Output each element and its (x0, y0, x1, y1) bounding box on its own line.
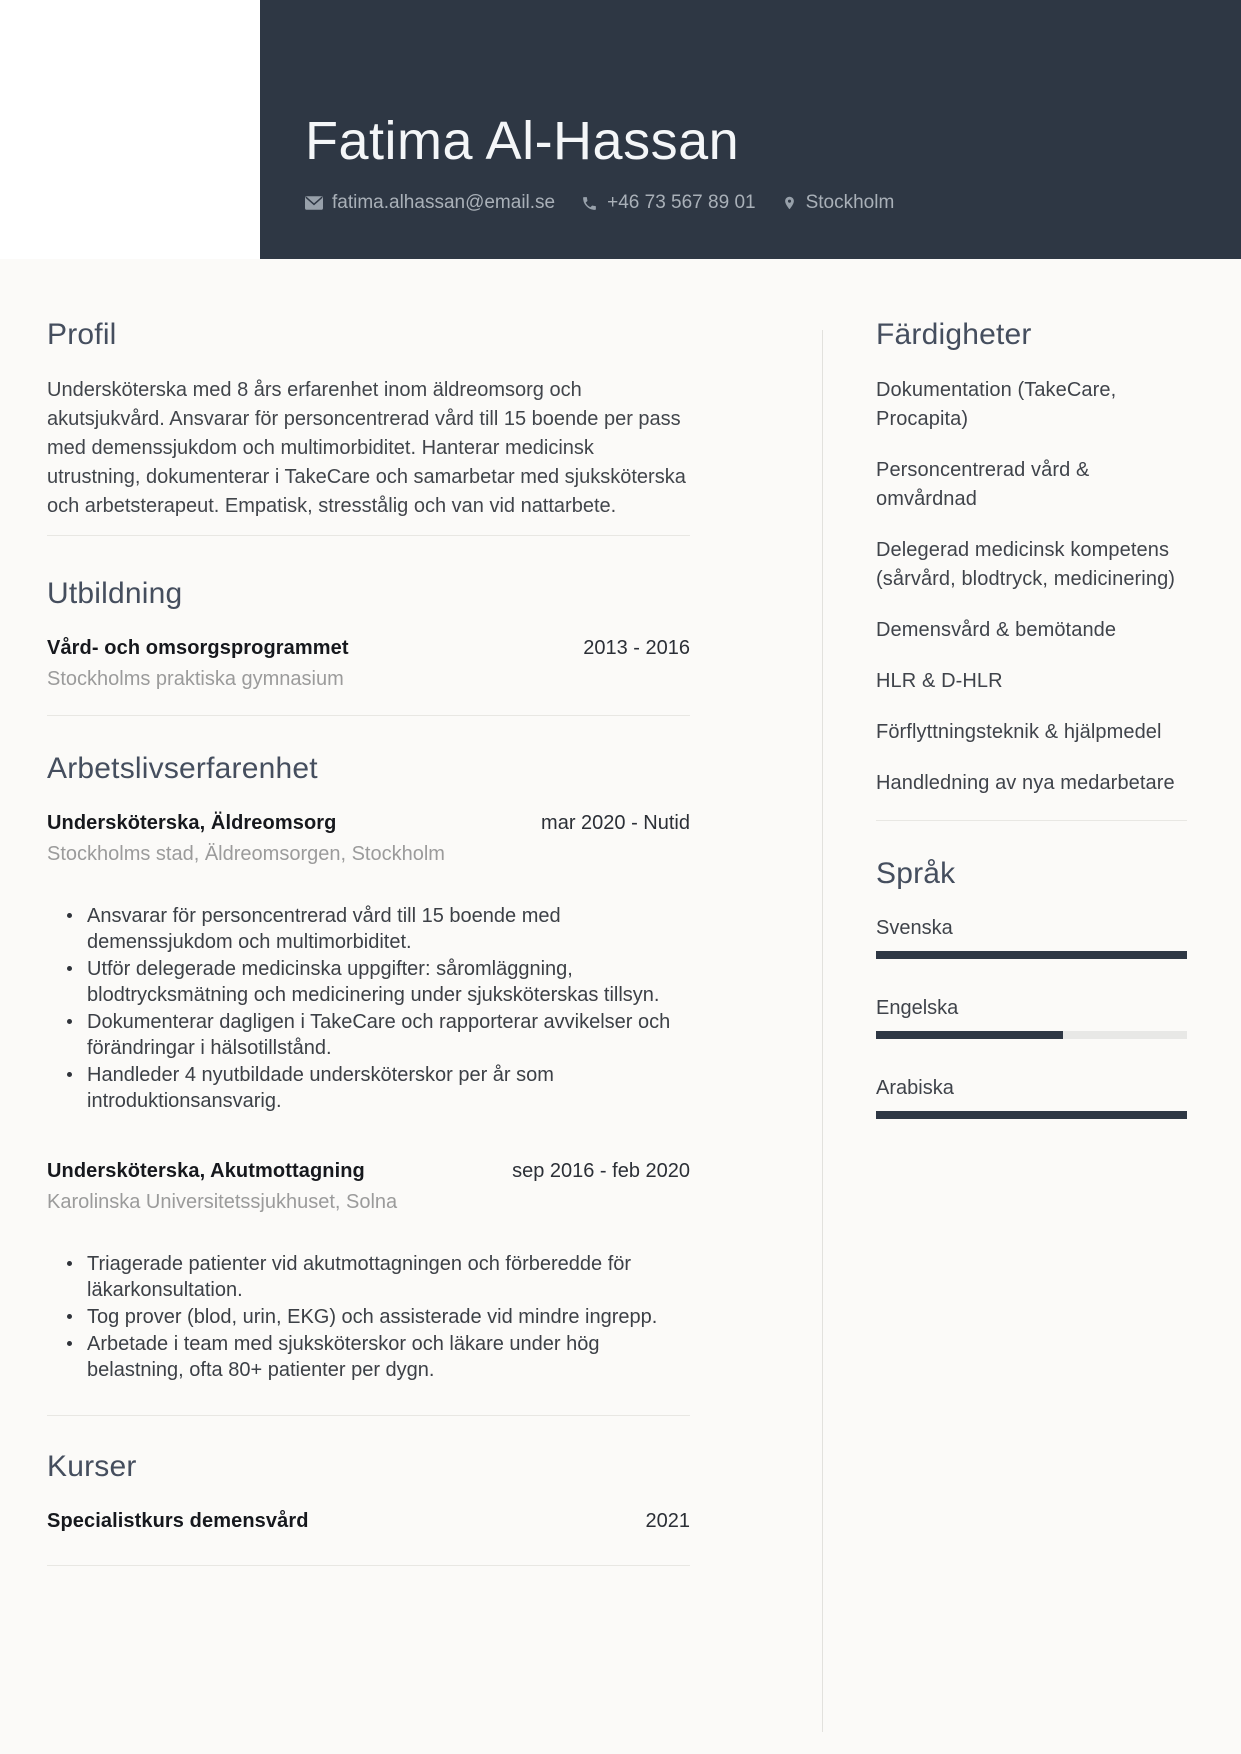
section-heading-skills: Färdigheter (876, 318, 1032, 351)
job-bullet: Tog prover (blod, urin, EKG) och assisterade vid mindre ingrepp. (87, 1304, 690, 1330)
phone-icon (581, 195, 598, 212)
language-item (876, 997, 1187, 1039)
entry-row (47, 810, 690, 837)
language-label: Arabiska (876, 1077, 954, 1099)
section-heading-courses: Kurser (47, 1450, 137, 1483)
language-level-track (876, 1031, 1187, 1039)
language-level-bar (876, 951, 1187, 959)
job-employer: Stockholms stad, Äldreomsorgen, Stockholm (47, 843, 445, 865)
contact-location-text: Stockholm (805, 192, 895, 213)
language-item (876, 1077, 1187, 1119)
course-entry (47, 1508, 690, 1535)
entry-row (47, 1508, 690, 1535)
body-columns (0, 259, 1241, 1754)
job-employer: Karolinska Universitetssjukhuset, Solna (47, 1191, 398, 1213)
job-bullet: Arbetade i team med sjuksköterskor och läkare under hög belastning, ofta 80+ patienter per dygn. (87, 1331, 690, 1383)
main-column (47, 318, 690, 1754)
course-date: 2021 (645, 1510, 690, 1532)
divider (47, 715, 690, 716)
job-bullet: Ansvarar för personcentrerad vård till 15 boende med demenssjukdom och multimorbiditet. (87, 903, 690, 955)
job-title: Undersköterska, Akutmottagning (47, 1160, 365, 1182)
skill-item: Personcentrerad vård & omvårdnad (876, 459, 1090, 510)
contact-phone (581, 192, 755, 214)
skill-item: Delegerad medicinsk kompetens (sårvård, blodtryck, medicinering) (876, 539, 1176, 590)
entry-row (47, 635, 690, 662)
language-level-bar (876, 1111, 1187, 1119)
section-heading-education: Utbildning (47, 577, 183, 610)
education-title: Vård- och omsorgsprogrammet (47, 637, 349, 659)
job-bullet: Handleder 4 nyutbildade undersköterskor per år som introduktionsansvarig. (87, 1062, 690, 1114)
sidebar (876, 318, 1187, 1754)
contact-email-text: fatima.alhassan@email.se (332, 192, 556, 213)
job-bullet: Dokumenterar dagligen i TakeCare och rapporterar avvikelser och förändringar i hälsotillstånd. (87, 1009, 690, 1061)
education-date: 2013 - 2016 (583, 637, 690, 659)
column-gap (690, 318, 822, 1754)
course-title: Specialistkurs demensvård (47, 1510, 309, 1532)
divider (47, 1565, 690, 1566)
contact-row (305, 192, 1201, 214)
job-date: mar 2020 - Nutid (541, 812, 690, 834)
divider (876, 820, 1187, 821)
job-entry (47, 810, 690, 867)
education-entry (47, 635, 690, 692)
skill-item: HLR & D-HLR (876, 670, 1003, 692)
language-label: Engelska (876, 997, 959, 1019)
section-heading-experience: Arbetslivserfarenhet (47, 752, 318, 785)
skill-item: Förflyttningsteknik & hjälpmedel (876, 721, 1162, 743)
skills-list (876, 376, 1187, 798)
skill-item: Dokumentation (TakeCare, Procapita) (876, 379, 1117, 430)
profile-text: Undersköterska med 8 års erfarenhet inom äldreomsorg och akutsjukvård. Ansvarar för personcentrerad vård till 15 boende per pass med demenssjukdom och multimorbiditet. Hanterar medicinsk utrustning, dokumenterar i TakeCare och samarbetar med sjuksköterska och arbetsterapeut. Empatisk, stresstålig och van vid nattarbete. (47, 379, 686, 517)
section-heading-profile: Profil (47, 318, 117, 351)
contact-email (305, 192, 555, 214)
education-school: Stockholms praktiska gymnasium (47, 668, 344, 690)
job-date: sep 2016 - feb 2020 (512, 1160, 690, 1182)
job-entry (47, 1158, 690, 1215)
entry-row (47, 1158, 690, 1185)
language-level-bar (876, 1031, 1063, 1039)
language-level-track (876, 951, 1187, 959)
header-band (0, 0, 1241, 259)
job-bullet-list (47, 903, 690, 1114)
job-bullet-list (47, 1251, 690, 1383)
job-bullet: Triagerade patienter vid akutmottagningen och förberedde för läkarkonsultation. (87, 1251, 690, 1303)
language-label: Svenska (876, 917, 953, 939)
language-level-track (876, 1111, 1187, 1119)
location-icon (782, 194, 797, 212)
job-title: Undersköterska, Äldreomsorg (47, 812, 337, 834)
skill-item: Demensvård & bemötande (876, 619, 1117, 641)
job-bullet: Utför delegerade medicinska uppgifter: såromläggning, blodtrycksmätning och medicinering under sjuksköterskas tillsyn. (87, 956, 690, 1008)
header (260, 0, 1241, 259)
section-heading-languages: Språk (876, 857, 956, 890)
contact-phone-text: +46 73 567 89 01 (607, 192, 756, 213)
language-item (876, 917, 1187, 959)
person-name: Fatima Al-Hassan (305, 111, 740, 171)
column-gap (823, 318, 876, 1754)
divider (47, 535, 690, 536)
languages-list (876, 917, 1187, 1119)
divider (47, 1415, 690, 1416)
skill-item: Handledning av nya medarbetare (876, 772, 1175, 794)
contact-location (782, 192, 895, 214)
email-icon (305, 196, 323, 210)
